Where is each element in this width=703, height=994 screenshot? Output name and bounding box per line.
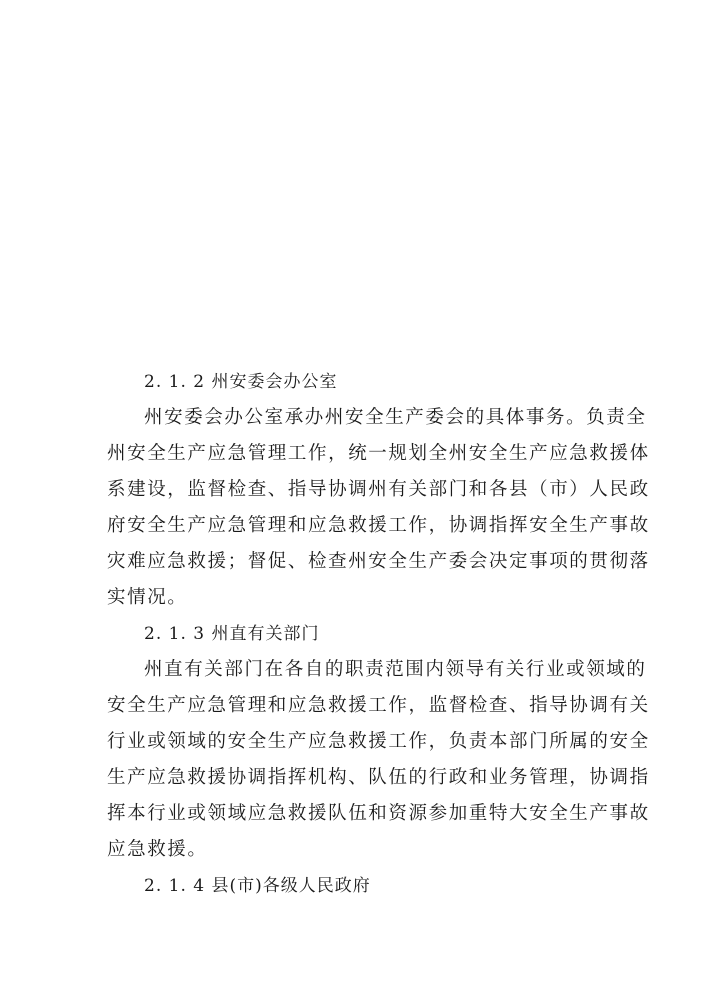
paragraph-line: 系建设，监督检查、指导协调州有关部门和各县（市）人民政 <box>107 479 650 500</box>
paragraph-line: 灾难应急救援；督促、检查州安全生产委会决定事项的贯彻落 <box>107 551 650 572</box>
section-paragraph-2-1-3 <box>107 652 650 868</box>
document-body <box>107 364 650 904</box>
paragraph-line: 挥本行业或领域应急救援队伍和资源参加重特大安全生产事故 <box>107 803 650 824</box>
paragraph-line: 州直有关部门在各自的职责范围内领导有关行业或领域的 <box>144 659 647 680</box>
paragraph-line: 行业或领域的安全生产应急救援工作，负责本部门所属的安全 <box>107 731 650 752</box>
paragraph-line: 应急救援。 <box>107 839 208 860</box>
section-paragraph-2-1-2 <box>107 400 650 616</box>
section-heading-2-1-2: 2. 1. 2 州安委会办公室 <box>144 372 338 392</box>
paragraph-line: 州安委会办公室承办州安全生产委会的具体事务。负责全 <box>144 407 647 428</box>
section-heading-2-1-3: 2. 1. 3 州直有关部门 <box>144 624 320 644</box>
section-heading-2-1-4: 2. 1. 4 县(市)各级人民政府 <box>144 876 371 896</box>
paragraph-line: 实情况。 <box>107 587 188 608</box>
paragraph-line: 府安全生产应急管理和应急救援工作，协调指挥安全生产事故 <box>107 515 650 536</box>
paragraph-line: 安全生产应急管理和应急救援工作，监督检查、指导协调有关 <box>107 695 650 716</box>
paragraph-line: 生产应急救援协调指挥机构、队伍的行政和业务管理，协调指 <box>107 767 650 788</box>
paragraph-line: 州安全生产应急管理工作，统一规划全州安全生产应急救援体 <box>107 443 650 464</box>
